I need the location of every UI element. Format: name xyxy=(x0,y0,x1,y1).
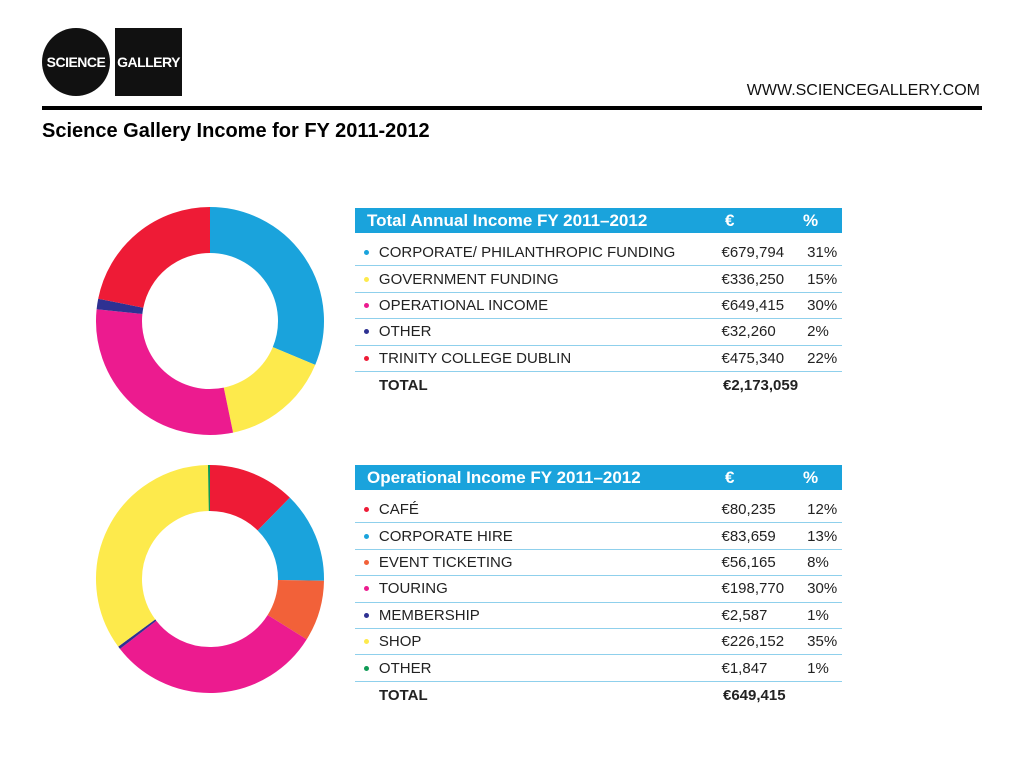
donut-slice xyxy=(138,627,287,670)
row-amount: €56,165 xyxy=(721,553,776,571)
table-rows xyxy=(355,240,842,372)
row-percent: 35% xyxy=(807,633,838,651)
row-label: MEMBERSHIP xyxy=(378,606,480,624)
total-income-donut-chart xyxy=(90,203,330,438)
table-row xyxy=(355,523,842,549)
row-label: EVENT TICKETING xyxy=(378,553,513,571)
row-label: GOVERNMENT FUNDING xyxy=(378,270,559,288)
total-amount: €2,173,059 xyxy=(723,377,799,395)
donut-slice xyxy=(119,312,228,412)
table-total-row xyxy=(355,682,842,710)
row-label: OTHER xyxy=(378,659,432,677)
row-amount: €32,260 xyxy=(721,323,776,341)
row-amount: €649,415 xyxy=(721,296,785,314)
table-title: Total Annual Income FY 2011–2012 xyxy=(367,210,648,230)
donut-slice xyxy=(210,488,274,514)
table-row xyxy=(355,655,842,681)
logo-circle: SCIENCE xyxy=(42,28,110,96)
row-label: CORPORATE/ PHILANTHROPIC FUNDING xyxy=(378,244,676,262)
column-header-euro: € xyxy=(725,467,735,487)
legend-bullet-icon xyxy=(355,356,379,361)
row-percent: 15% xyxy=(807,270,838,288)
legend-bullet-icon xyxy=(355,507,379,512)
row-label: TRINITY COLLEGE DUBLIN xyxy=(378,349,572,367)
row-amount: €80,235 xyxy=(721,501,776,519)
table-row xyxy=(355,550,842,576)
total-amount: €649,415 xyxy=(723,687,786,705)
total-label: TOTAL xyxy=(379,687,428,705)
row-percent: 12% xyxy=(807,501,838,519)
table-total-row xyxy=(355,372,842,400)
legend-bullet-icon xyxy=(355,666,379,671)
row-label: TOURING xyxy=(378,580,448,598)
table-title: Operational Income FY 2011–2012 xyxy=(367,467,641,487)
legend-bullet-icon xyxy=(355,534,379,539)
row-percent: 30% xyxy=(807,296,838,314)
table-row xyxy=(355,346,842,372)
row-amount: €83,659 xyxy=(721,527,776,545)
row-amount: €2,587 xyxy=(721,606,768,624)
table-row xyxy=(355,266,842,292)
science-gallery-logo xyxy=(42,28,182,96)
row-label: OPERATIONAL INCOME xyxy=(378,296,549,314)
total-label: TOTAL xyxy=(379,377,428,395)
column-header-percent: % xyxy=(803,210,819,230)
row-percent: 1% xyxy=(807,606,829,624)
donut-slice xyxy=(137,633,138,635)
logo-square: GALLERY xyxy=(115,28,182,96)
operational-income-table xyxy=(355,465,842,710)
table-header xyxy=(355,465,842,490)
table-row xyxy=(355,629,842,655)
table-row xyxy=(355,497,842,523)
column-header-euro: € xyxy=(725,210,735,230)
row-amount: €1,847 xyxy=(721,659,768,677)
donut-slice xyxy=(121,230,210,303)
table-row xyxy=(355,293,842,319)
row-label: SHOP xyxy=(378,633,422,651)
legend-bullet-icon xyxy=(355,250,379,255)
donut-slice xyxy=(210,230,301,356)
donut-slice xyxy=(119,488,208,633)
row-amount: €679,794 xyxy=(721,244,785,262)
site-url: WWW.SCIENCEGALLERY.COM xyxy=(746,82,980,99)
row-percent: 2% xyxy=(807,323,829,341)
row-percent: 13% xyxy=(807,527,838,545)
row-amount: €475,340 xyxy=(721,349,785,367)
table-rows xyxy=(355,497,842,682)
row-percent: 1% xyxy=(807,659,829,677)
legend-bullet-icon xyxy=(355,639,379,644)
row-percent: 22% xyxy=(807,349,838,367)
row-amount: €198,770 xyxy=(721,580,785,598)
row-amount: €226,152 xyxy=(721,633,785,651)
total-income-table xyxy=(355,208,842,400)
legend-bullet-icon xyxy=(355,613,379,618)
donut-slice xyxy=(119,303,120,311)
donut-slice xyxy=(287,580,301,627)
row-percent: 8% xyxy=(807,553,829,571)
row-amount: €336,250 xyxy=(721,270,785,288)
row-percent: 31% xyxy=(807,244,838,262)
table-row xyxy=(355,576,842,602)
donut-slice xyxy=(228,356,294,410)
operational-income-donut-chart xyxy=(90,461,330,696)
legend-bullet-icon xyxy=(355,586,379,591)
table-row xyxy=(355,240,842,266)
row-percent: 30% xyxy=(807,580,838,598)
legend-bullet-icon xyxy=(355,560,379,565)
donut-slice xyxy=(274,514,301,580)
page-title: Science Gallery Income for FY 2011-2012 xyxy=(42,120,430,142)
legend-bullet-icon xyxy=(355,329,379,334)
table-header xyxy=(355,208,842,233)
table-row xyxy=(355,603,842,629)
legend-bullet-icon xyxy=(355,303,379,308)
row-label: CORPORATE HIRE xyxy=(378,527,513,545)
legend-bullet-icon xyxy=(355,277,379,282)
table-row xyxy=(355,319,842,345)
header-divider xyxy=(42,106,982,110)
row-label: OTHER xyxy=(378,323,432,341)
column-header-percent: % xyxy=(803,467,819,487)
row-label: CAFÉ xyxy=(378,501,419,519)
